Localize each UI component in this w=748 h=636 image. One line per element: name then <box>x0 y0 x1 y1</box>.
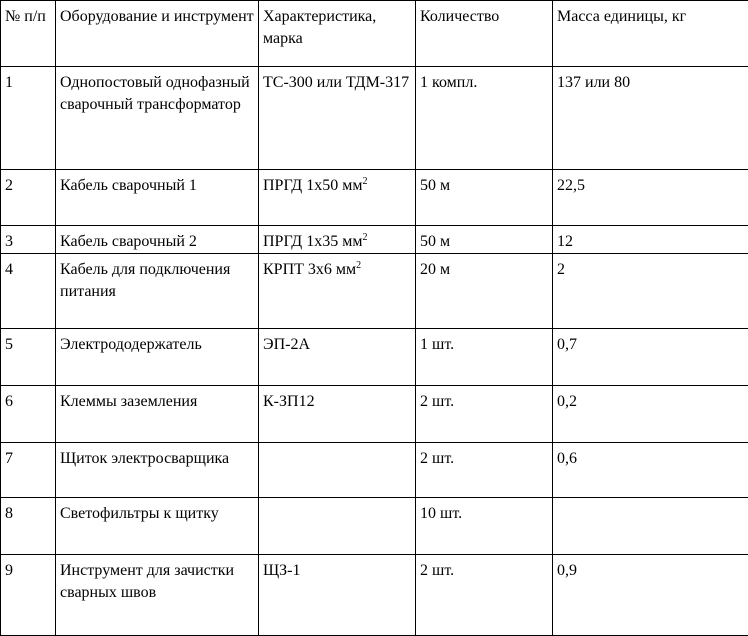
row-spec <box>259 498 416 555</box>
row-mass: 0,7 <box>553 329 748 386</box>
row-number: 7 <box>1 443 56 498</box>
row-number: 4 <box>1 254 56 329</box>
row-mass <box>553 498 748 555</box>
header-unit-mass: Масса единицы, кг <box>553 1 748 67</box>
header-number: № п/п <box>1 1 56 67</box>
header-row <box>1 1 748 67</box>
spec-text: ЩЗ-1 <box>263 562 300 579</box>
row-quantity: 2 шт. <box>416 386 553 443</box>
row-name: Светофильтры к щитку <box>56 498 259 555</box>
row-number: 9 <box>1 555 56 636</box>
row-mass: 2 <box>553 254 748 329</box>
row-spec <box>259 226 416 254</box>
row-quantity: 2 шт. <box>416 443 553 498</box>
table-row <box>1 67 748 170</box>
row-name: Кабель сварочный 2 <box>56 226 259 254</box>
row-mass: 0,9 <box>553 555 748 636</box>
row-mass: 0,2 <box>553 386 748 443</box>
table-row <box>1 170 748 226</box>
header-specification: Характеристика, марка <box>259 1 416 67</box>
row-quantity: 50 м <box>416 170 553 226</box>
table-row <box>1 226 748 254</box>
row-spec <box>259 254 416 329</box>
spec-text: ПРГД 1х35 мм <box>263 233 362 250</box>
row-mass: 22,5 <box>553 170 748 226</box>
table-row <box>1 443 748 498</box>
spec-superscript: 2 <box>362 232 367 243</box>
row-name: Инструмент для зачистки сварных швов <box>56 555 259 636</box>
table-row <box>1 254 748 329</box>
spec-text: ПРГД 1х50 мм <box>263 177 362 194</box>
table-row <box>1 329 748 386</box>
spec-text: ЭП-2А <box>263 336 310 353</box>
row-number: 1 <box>1 67 56 170</box>
row-spec <box>259 386 416 443</box>
row-number: 2 <box>1 170 56 226</box>
row-mass: 12 <box>553 226 748 254</box>
row-number: 5 <box>1 329 56 386</box>
row-name: Электрододержатель <box>56 329 259 386</box>
row-quantity: 1 шт. <box>416 329 553 386</box>
row-quantity: 1 компл. <box>416 67 553 170</box>
spec-superscript: 2 <box>356 260 361 271</box>
row-quantity: 2 шт. <box>416 555 553 636</box>
row-quantity: 50 м <box>416 226 553 254</box>
table-row <box>1 498 748 555</box>
spec-text: К-ЗП12 <box>263 393 315 410</box>
row-mass: 137 или 80 <box>553 67 748 170</box>
header-quantity: Количество <box>416 1 553 67</box>
row-name: Однопостовый однофазный сварочный трансформатор <box>56 67 259 170</box>
row-spec <box>259 555 416 636</box>
spec-text: ТС-300 или ТДМ-317 <box>263 74 409 91</box>
header-equipment: Оборудование и инструмент <box>56 1 259 67</box>
table-row <box>1 555 748 636</box>
spec-superscript: 2 <box>362 176 367 187</box>
row-spec <box>259 170 416 226</box>
row-quantity: 20 м <box>416 254 553 329</box>
row-number: 6 <box>1 386 56 443</box>
row-name: Кабель для подключения питания <box>56 254 259 329</box>
row-name: Клеммы заземления <box>56 386 259 443</box>
row-quantity: 10 шт. <box>416 498 553 555</box>
row-mass: 0,6 <box>553 443 748 498</box>
row-number: 3 <box>1 226 56 254</box>
row-spec <box>259 67 416 170</box>
table-row <box>1 386 748 443</box>
row-name: Щиток электросварщика <box>56 443 259 498</box>
row-spec <box>259 329 416 386</box>
spec-text: КРПТ 3х6 мм <box>263 261 356 278</box>
row-name: Кабель сварочный 1 <box>56 170 259 226</box>
row-spec <box>259 443 416 498</box>
row-number: 8 <box>1 498 56 555</box>
